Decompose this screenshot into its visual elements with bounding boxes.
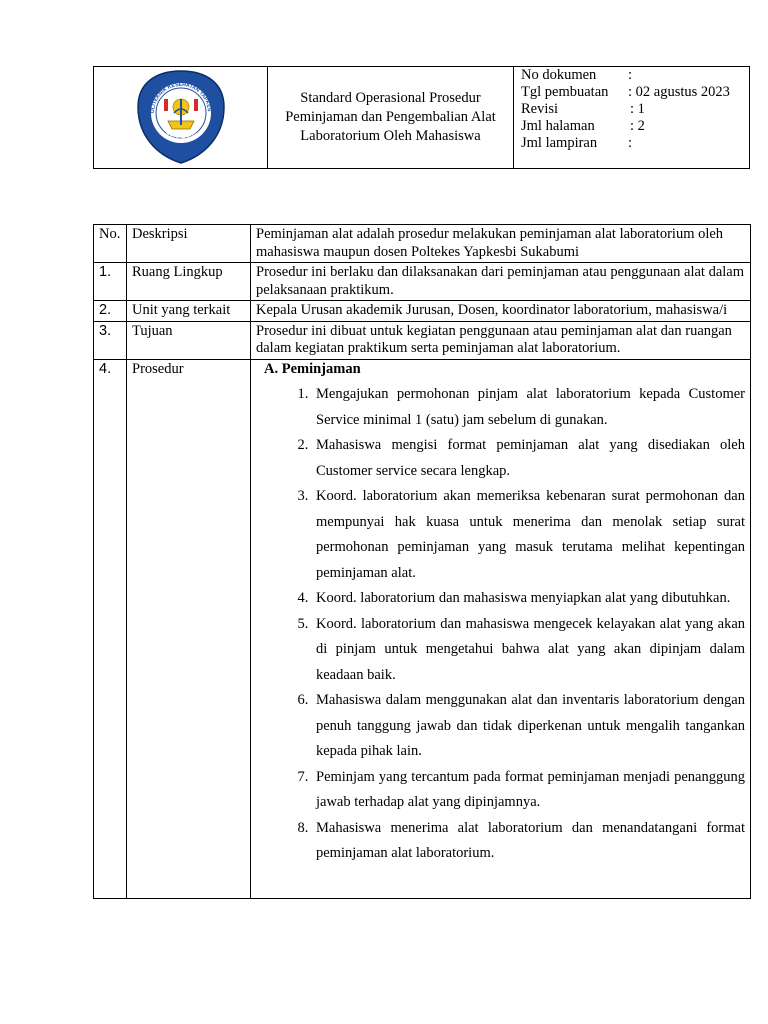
- list-item: 4. Koord. laboratorium dan mahasiswa menyiapkan alat yang dibutuhkan.: [312, 586, 745, 612]
- logo-text-top: OLITEKNIK KESEHATAN YAPKES: [149, 81, 212, 114]
- procedure-content: [251, 359, 751, 898]
- description-content: Peminjaman alat adalah prosedur melakukan peminjaman alat laboratorium oleh mahasiswa maupun dosen Poltekes Yapkesbi Sukabumi: [251, 225, 751, 263]
- logo-cell: [94, 67, 268, 168]
- list-item: 6. Mahasiswa dalam menggunakan alat dan inventaris laboratorium dengan penuh tanggung jawab dan tidak diperkenan untuk mengalih tangankan kepada pihak lain.: [312, 688, 745, 765]
- row-number: 1.: [94, 263, 127, 301]
- list-item: 8. Mahasiswa menerima alat laboratorium dan menandatangani format peminjaman alat laboratorium.: [312, 816, 745, 867]
- title-line-1: Standard Operasional Prosedur: [300, 90, 481, 106]
- row-label: Prosedur: [127, 359, 251, 898]
- document-title-cell: [268, 67, 514, 168]
- list-item: 2. Mahasiswa mengisi format peminjaman alat yang disediakan oleh Customer service secara lengkap.: [312, 433, 745, 484]
- col-no-header: No.: [94, 225, 127, 263]
- row-content: Kepala Urusan akademik Jurusan, Dosen, koordinator laboratorium, mahasiswa/i: [251, 301, 751, 322]
- row-label: Tujuan: [127, 321, 251, 359]
- table-row: [94, 263, 751, 301]
- document-title: [279, 85, 502, 150]
- title-line-2: Peminjaman dan Pengembalian Alat: [285, 109, 496, 125]
- list-item: 5. Koord. laboratorium dan mahasiswa mengecek kelayakan alat yang akan di pinjam untuk mengetahui bahwa alat yang akan dipinjam dalam keadaan baik.: [312, 612, 745, 689]
- row-number: 4.: [94, 359, 127, 898]
- row-number: 2.: [94, 301, 127, 322]
- logo-text-bottom: SUKABUMI: [164, 129, 198, 141]
- section-title: A. Peminjaman: [264, 360, 361, 377]
- list-item: 1. Mengajukan permohonan pinjam alat laboratorium kepada Customer Service minimal 1 (satu) jam sebelum di gunakan.: [312, 382, 745, 433]
- table-row: [94, 321, 751, 359]
- procedure-row: [94, 359, 751, 898]
- document-header: [93, 66, 750, 169]
- row-content: Prosedur ini berlaku dan dilaksanakan dari peminjaman atau penggunaan alat dalam pelaksanaan praktikum.: [251, 263, 751, 301]
- table-header-row: [94, 225, 751, 263]
- list-item: 3. Koord. laboratorium akan memeriksa kebenaran surat permohonan dan mempunyai hak kuasa untuk menerima dan menolak setiap surat permohonan peminjaman yang masuk terutama melihat kepentingan peminjaman alat.: [312, 484, 745, 586]
- row-label: Unit yang terkait: [127, 301, 251, 322]
- row-label: Ruang Lingkup: [127, 263, 251, 301]
- list-item: 7. Peminjam yang tercantum pada format peminjaman menjadi penanggung jawab terhadap alat yang dipinjamnya.: [312, 765, 745, 816]
- table-row: [94, 301, 751, 322]
- col-desc-header: Deskripsi: [127, 225, 251, 263]
- row-number: 3.: [94, 321, 127, 359]
- institution-logo: [134, 69, 228, 165]
- document-meta: No dokumen : Tgl pembuatan : 02 agustus 2023 Revisi : 1 Jml halaman : 2 Jml lampiran :: [521, 67, 730, 151]
- title-line-3: Laboratorium Oleh Mahasiswa: [300, 128, 481, 144]
- sop-table: [93, 224, 751, 899]
- procedure-steps: [256, 382, 745, 867]
- row-content: Prosedur ini dibuat untuk kegiatan penggunaan atau peminjaman alat dan ruangan dalam kegiatan praktikum serta peminjaman alat laboratorium.: [251, 321, 751, 359]
